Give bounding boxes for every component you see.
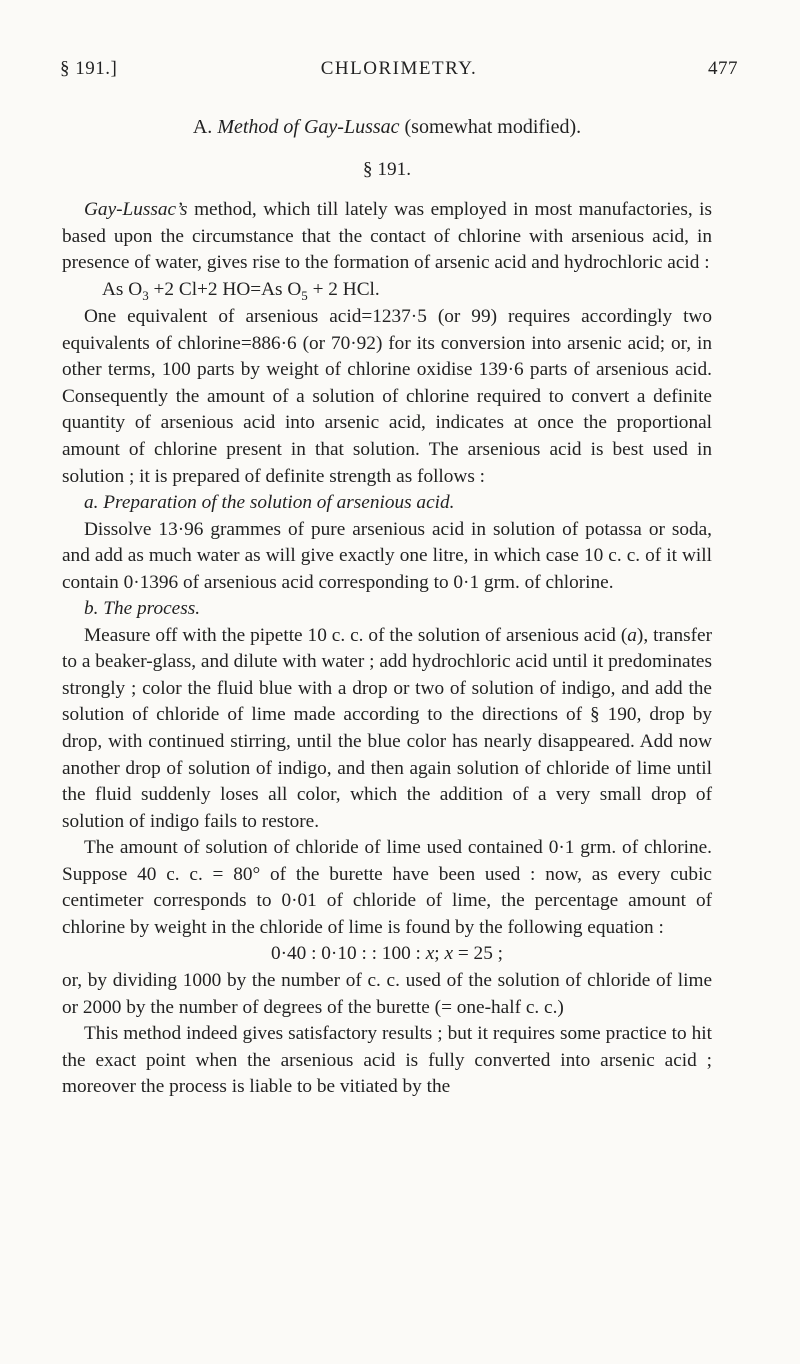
preparation-paragraph: Dissolve 13·96 grammes of pure arsenious acid in solution of potassa or soda, and add as much water as will give exactly one litre, in which case 10 c. c. of it will contain 0·1396 of arsenious acid corresponding to 0·1 grm. of chlorine. bbox=[62, 518, 712, 593]
page-number: 477 bbox=[708, 58, 738, 79]
intro-paragraph: Gay-Lussac’s method, which till lately was employed in most manufactories, is based upon the circumstance that the contact of chlorine with arsenious acid, in presence of water, gives rise to the formation of arsenic acid and hydrochloric acid : bbox=[62, 199, 712, 274]
header-section: § 191.] bbox=[60, 58, 118, 79]
header-title: CHLORIMETRY. bbox=[320, 58, 478, 79]
process-paragraph: Measure off with the pipette 10 c. c. of the solution of arsenious acid (a), transfer to a beaker-glass, and dilute with water ; add hydrochloric acid until it predominates strongly ; color the fluid blue with a drop or two of solution of indigo, and add the solution of chloride of lime made according to the directions of § 190, drop by drop, with continued stirring, until the blue color has nearly disappeared. Add now another drop of solution of indigo, and then again solution of chloride of lime until the fluid suddenly loses all color, which the addition of a very small drop of solution of indigo fails to restore. bbox=[62, 624, 712, 832]
chemical-equation: As $O_3 +2$ Cl+2 HO=As $O_5 + 2$ HCl. bbox=[102, 278, 380, 303]
alternative-paragraph: or, by dividing 1000 by the number of c. c. used of the solution of chloride of lime or 2000 by the number of degrees of the burette (= one-half c. c.) bbox=[62, 969, 712, 1018]
equivalents-paragraph: One equivalent of arsenious acid=1237·5 (or 99) requires accordingly two equivalents of chlorine=886·6 (or 70·92) for its conversion into arsenic acid; or, in other terms, 100 parts by weight of chlorine oxidise 139·6 parts of arsenious acid. Consequently the amount of a solution of chlorine required to convert a definite quantity of arsenious acid into arsenic acid, indicates at once the proportional amount of chlorine present in that solution. The arsenious acid is best used in solution ; it is prepared of definite strength as follows : bbox=[62, 306, 712, 487]
proportion-equation: 0·40 : 0·10 : : 100 : x; x = 25 ; bbox=[270, 943, 504, 965]
method-heading: A. Method of Gay-Lussac (somewhat modified). bbox=[192, 116, 582, 138]
running-header bbox=[60, 58, 738, 90]
subheading-preparation: a. Preparation of the solution of arsenious acid. bbox=[84, 492, 455, 514]
calculation-paragraph: The amount of solution of chloride of lime used contained 0·1 grm. of chlorine. Suppose 40 c. c. = 80° of the burette have been used : now, as every cubic centimeter corresponds to 0·01 of chloride of lime, the percentage amount of chlorine by weight in the chloride of lime is found by the following equation : bbox=[62, 837, 712, 938]
page-body bbox=[62, 114, 712, 1101]
subheading-process: b. The process. bbox=[84, 598, 201, 620]
section-number: § 191. bbox=[362, 158, 412, 180]
closing-paragraph: This method indeed gives satisfactory results ; but it requires some practice to hit the exact point when the arsenious acid is fully converted into arsenic acid ; moreover the process is liable to be vitiated by the bbox=[62, 1023, 712, 1098]
